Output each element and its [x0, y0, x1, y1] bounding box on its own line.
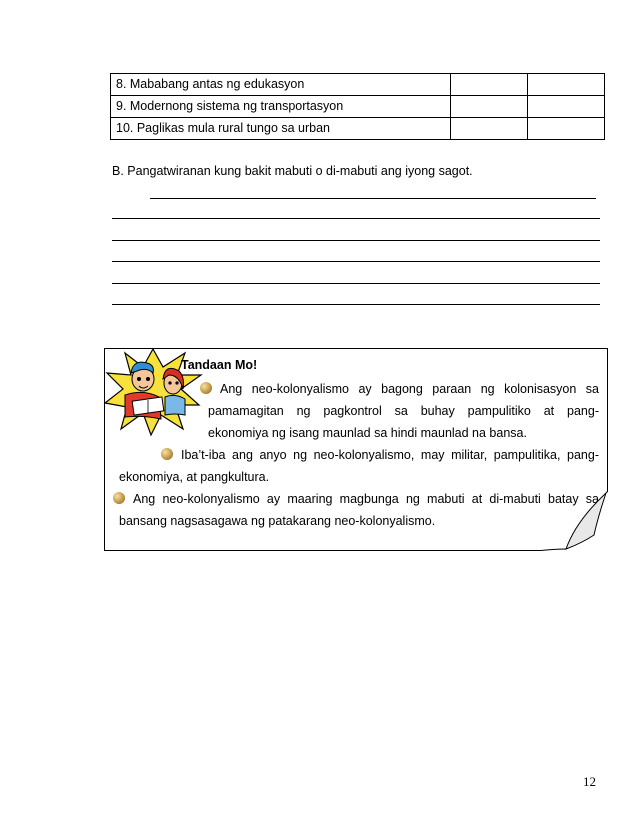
page-curl-icon [536, 491, 608, 551]
table-row [111, 74, 605, 96]
bullet-3-text: Ang neo-kolonyalismo ay maaring magbunga ng mabuti at di-mabuti batay sa [133, 492, 599, 506]
callout-title: Tandaan Mo! [181, 358, 258, 372]
table-row [111, 96, 605, 118]
tandaan-mo-callout [104, 348, 608, 551]
assessment-table [110, 73, 605, 140]
answer-line-6[interactable] [112, 304, 600, 305]
page-number: 12 [583, 774, 596, 789]
bullet-2-text: Iba’t-iba ang anyo ng neo-kolonyalismo, may militar, pampulitika, pang- [181, 448, 599, 462]
table-cell-answer-2[interactable] [527, 118, 604, 140]
bullet-1-line-2: pamamagitan ng pagkontrol sa buhay pampulitiko at pang- [208, 404, 599, 418]
table-cell-answer-1[interactable] [450, 118, 527, 140]
bullet-icon [161, 448, 173, 460]
table-cell-answer-1[interactable] [450, 74, 527, 96]
answer-line-4[interactable] [112, 261, 600, 262]
section-b-instruction: B. Pangatwiranan kung bakit mabuti o di-mabuti ang iyong sagot. [112, 164, 473, 178]
table-cell-label: 9. Modernong sistema ng transportasyon [111, 96, 451, 118]
table-cell-answer-1[interactable] [450, 96, 527, 118]
bullet-1-line-3: ekonomiya ng isang maunlad sa hindi maunlad na bansa. [208, 426, 527, 440]
answer-line-1[interactable] [150, 198, 596, 199]
bullet-1-text: Ang neo-kolonyalismo ay bagong paraan ng kolonisasyon sa [220, 382, 599, 396]
table-cell-answer-2[interactable] [527, 74, 604, 96]
table-row [111, 118, 605, 140]
bullet-1-continuation [208, 422, 599, 444]
bullet-2-line-2: ekonomiya, at pangkultura. [119, 470, 270, 484]
answer-line-2[interactable] [112, 218, 600, 219]
bullet-3-continuation [119, 510, 599, 532]
bullet-3-line-2: bansang nagsasagawa ng patakarang neo-kolonyalismo. [119, 514, 436, 528]
bullet-1-first-line [200, 378, 599, 400]
bullet-2-line [161, 444, 599, 466]
table-cell-label: 8. Mababang antas ng edukasyon [111, 74, 451, 96]
bullet-1-line [200, 378, 599, 400]
answer-line-3[interactable] [112, 240, 600, 241]
bullet-icon [113, 492, 125, 504]
table-cell-label: 10. Paglikas mula rural tungo sa urban [111, 118, 451, 140]
bullet-3 [113, 488, 599, 510]
table-cell-answer-2[interactable] [527, 96, 604, 118]
bullet-1-continuation [208, 400, 599, 422]
bullet-icon [200, 382, 212, 394]
bullet-2 [161, 444, 599, 466]
answer-line-5[interactable] [112, 283, 600, 284]
bullet-3-line [113, 488, 599, 510]
bullet-2-continuation [119, 466, 599, 488]
